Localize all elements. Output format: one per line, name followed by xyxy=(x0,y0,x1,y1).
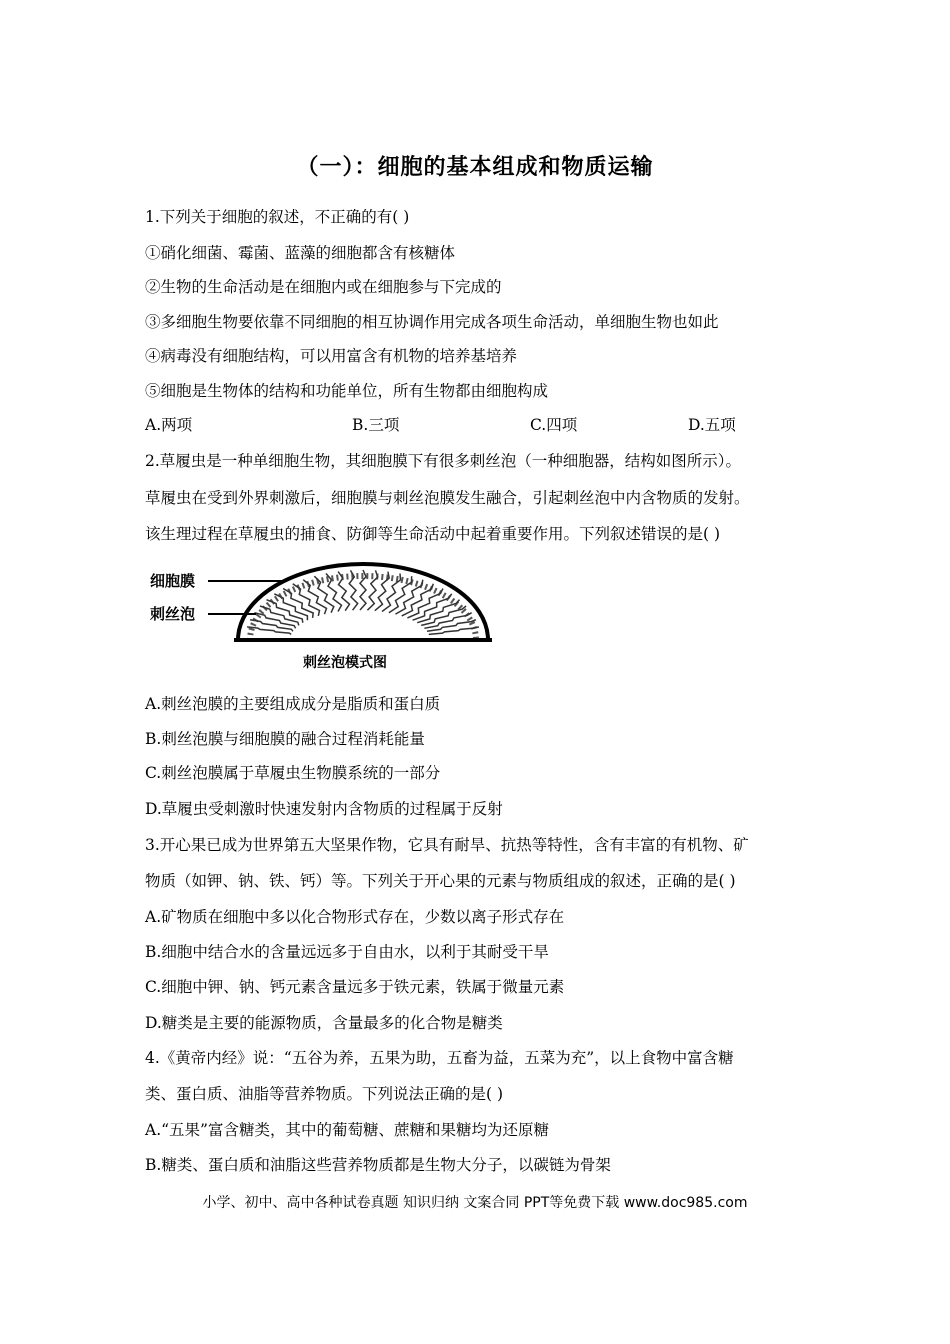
q2-stem-line-3: 该生理过程在草履虫的捕食、防御等生命活动中起着重要作用。下列叙述错误的是( ) xyxy=(145,525,721,543)
q1-option-c: C.四项 xyxy=(530,416,578,434)
q2-stem-line-1: 2.草履虫是一种单细胞生物，其细胞膜下有很多刺丝泡（一种细胞器，结构如图所示）。 xyxy=(145,452,742,470)
vesicle-spring xyxy=(250,620,293,632)
q1-option-d: D.五项 xyxy=(688,416,736,434)
q3-stem-line-1: 3.开心果已成为世界第五大坚果作物，它具有耐旱、抗热等特性，含有丰富的有机物、矿 xyxy=(145,836,749,854)
q3-stem-line-2: 物质（如钾、钠、铁、钙）等。下列关于开心果的元素与物质组成的叙述，正确的是( ) xyxy=(145,872,736,890)
page-footer: 小学、初中、高中各种试卷真题 知识归纳 文案合同 PPT等免费下载 www.doc985.com xyxy=(202,1195,748,1211)
vesicle-spring xyxy=(349,570,358,610)
q3-option-d: D.糖类是主要的能源物质，含量最多的化合物是糖类 xyxy=(145,1014,503,1032)
q2-option-c: C.刺丝泡膜属于草履虫生物膜系统的一部分 xyxy=(145,764,441,782)
q4-option-b: B.糖类、蛋白质和油脂这些营养物质都是生物大分子，以碳链为骨架 xyxy=(145,1156,611,1174)
q2-stem-line-2: 草履虫在受到外界刺激后，细胞膜与刺丝泡膜发生融合，引起刺丝泡中内含物质的发射。 xyxy=(145,489,750,507)
vesicle-spring xyxy=(293,584,320,616)
page-title: （一）：细胞的基本组成和物质运输 xyxy=(296,154,654,180)
q1-statement-4: ④病毒没有细胞结构，可以用富含有机物的培养基培养 xyxy=(145,347,518,365)
q1-stem: 1.下列关于细胞的叙述，不正确的有( ) xyxy=(145,208,410,226)
label-vesicle: 刺丝泡 xyxy=(150,605,196,623)
q4-stem-line-1: 4.《黄帝内经》说：“五谷为养，五果为助，五畜为益，五菜为充”，以上食物中富含糖 xyxy=(145,1049,734,1067)
q1-statement-1: ①硝化细菌、霉菌、蓝藻的细胞都含有核糖体 xyxy=(145,244,456,262)
label-cell-membrane: 细胞膜 xyxy=(150,572,196,590)
q1-statement-2: ②生物的生命活动是在细胞内或在细胞参与下完成的 xyxy=(145,278,502,296)
q1-option-a: A.两项 xyxy=(145,416,193,434)
q3-option-c: C.细胞中钾、钠、钙元素含量远多于铁元素，铁属于微量元素 xyxy=(145,978,565,996)
q2-option-b: B.刺丝泡膜与细胞膜的融合过程消耗能量 xyxy=(145,730,425,748)
vesicle-figure xyxy=(148,556,508,676)
q4-stem-line-2: 类、蛋白质、油脂等营养物质。下列说法正确的是( ) xyxy=(145,1085,504,1103)
q4-option-a: A.“五果”富含糖类，其中的葡萄糖、蔗糖和果糖均为还原糖 xyxy=(145,1121,549,1139)
figure-caption: 刺丝泡模式图 xyxy=(303,655,387,671)
q3-option-a: A.矿物质在细胞中多以化合物形式存在，少数以离子形式存在 xyxy=(145,908,565,926)
q1-statement-5: ⑤细胞是生物体的结构和功能单位，所有生物都由细胞构成 xyxy=(145,382,549,400)
q1-option-b: B.三项 xyxy=(352,416,400,434)
q2-option-d: D.草履虫受刺激时快速发射内含物质的过程属于反射 xyxy=(145,800,503,818)
q1-statement-3: ③多细胞生物要依靠不同细胞的相互协调作用完成各项生命活动，单细胞生物也如此 xyxy=(145,313,719,331)
q3-option-b: B.细胞中结合水的含量远远多于自由水，以利于其耐受干旱 xyxy=(145,943,549,961)
q2-option-a: A.刺丝泡膜的主要组成成分是脂质和蛋白质 xyxy=(145,695,441,713)
